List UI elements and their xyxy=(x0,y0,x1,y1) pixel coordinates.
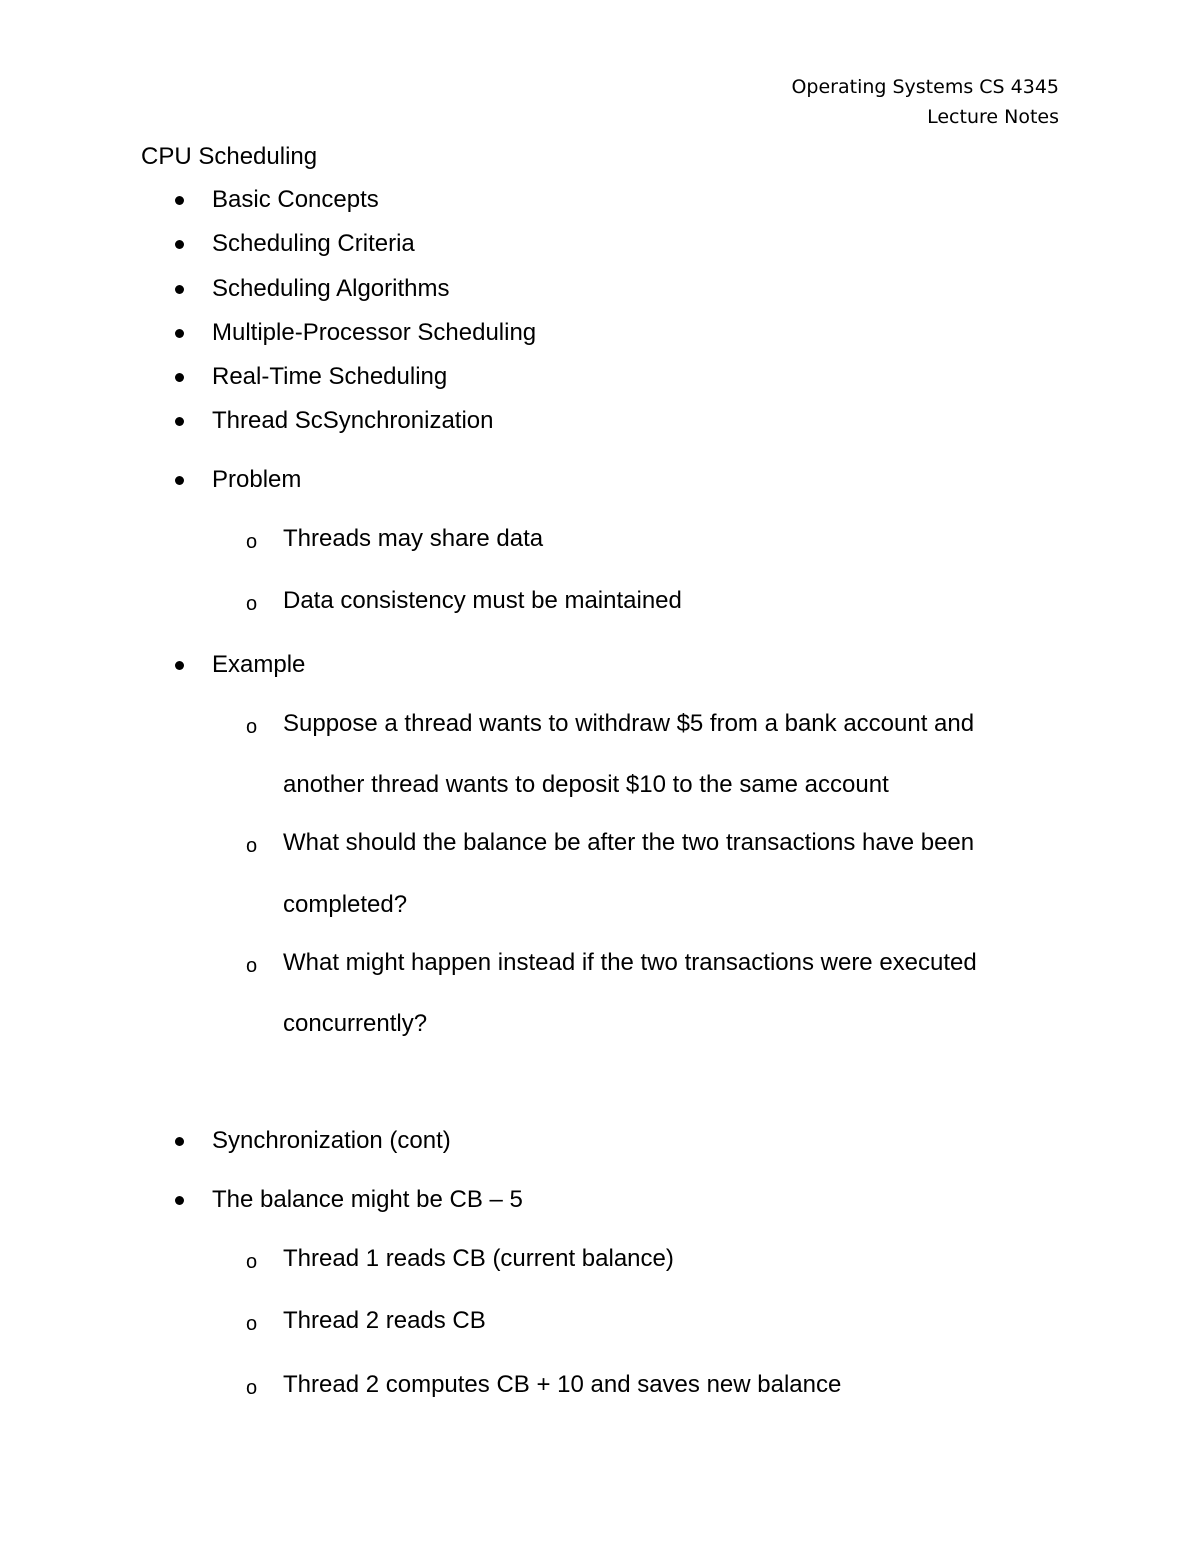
bullet-circle-icon: o xyxy=(246,955,258,977)
sub-list-item-continuation: completed? xyxy=(283,891,408,918)
course-title: Operating Systems CS 4345 xyxy=(791,76,1059,98)
bullet-disc-icon xyxy=(175,1137,184,1146)
bullet-disc-icon xyxy=(175,285,184,294)
bullet-disc-icon xyxy=(175,417,184,426)
bullet-circle-icon: o xyxy=(246,531,258,553)
bullet-circle-icon: o xyxy=(246,1313,258,1335)
list-item: Synchronization (cont) xyxy=(212,1127,451,1154)
list-item: The balance might be CB – 5 xyxy=(212,1186,523,1213)
bullet-circle-icon: o xyxy=(246,835,258,857)
bullet-disc-icon xyxy=(175,373,184,382)
sub-list-item: What should the balance be after the two transactions have been xyxy=(283,829,975,856)
notes-subtitle: Lecture Notes xyxy=(927,106,1059,128)
bullet-circle-icon: o xyxy=(246,593,258,615)
bullet-disc-icon xyxy=(175,476,184,485)
list-item: Thread ScSynchronization xyxy=(212,407,494,434)
bullet-disc-icon xyxy=(175,661,184,670)
list-item: Problem xyxy=(212,466,302,493)
list-item: Multiple-Processor Scheduling xyxy=(212,319,537,346)
sub-list-item: Data consistency must be maintained xyxy=(283,587,682,614)
bullet-disc-icon xyxy=(175,196,184,205)
sub-list-item: Thread 2 computes CB + 10 and saves new balance xyxy=(283,1371,842,1398)
bullet-disc-icon xyxy=(175,240,184,249)
list-item: Scheduling Algorithms xyxy=(212,275,450,302)
sub-list-item: Threads may share data xyxy=(283,525,544,552)
sub-list-item: Thread 2 reads CB xyxy=(283,1307,486,1334)
sub-list-item-continuation: concurrently? xyxy=(283,1010,428,1037)
bullet-disc-icon xyxy=(175,329,184,338)
bullet-circle-icon: o xyxy=(246,1377,258,1399)
sub-list-item-continuation: another thread wants to deposit $10 to the same account xyxy=(283,771,889,798)
list-item: Basic Concepts xyxy=(212,186,379,213)
bullet-circle-icon: o xyxy=(246,716,258,738)
list-item: Real-Time Scheduling xyxy=(212,363,448,390)
sub-list-item: Suppose a thread wants to withdraw $5 from a bank account and xyxy=(283,710,975,737)
list-item: Scheduling Criteria xyxy=(212,230,415,257)
sub-list-item: Thread 1 reads CB (current balance) xyxy=(283,1245,674,1272)
bullet-circle-icon: o xyxy=(246,1251,258,1273)
document-title: CPU Scheduling xyxy=(141,143,318,170)
page-header xyxy=(791,72,1059,132)
sub-list-item: What might happen instead if the two transactions were executed xyxy=(283,949,977,976)
bullet-disc-icon xyxy=(175,1196,184,1205)
list-item: Example xyxy=(212,651,306,678)
